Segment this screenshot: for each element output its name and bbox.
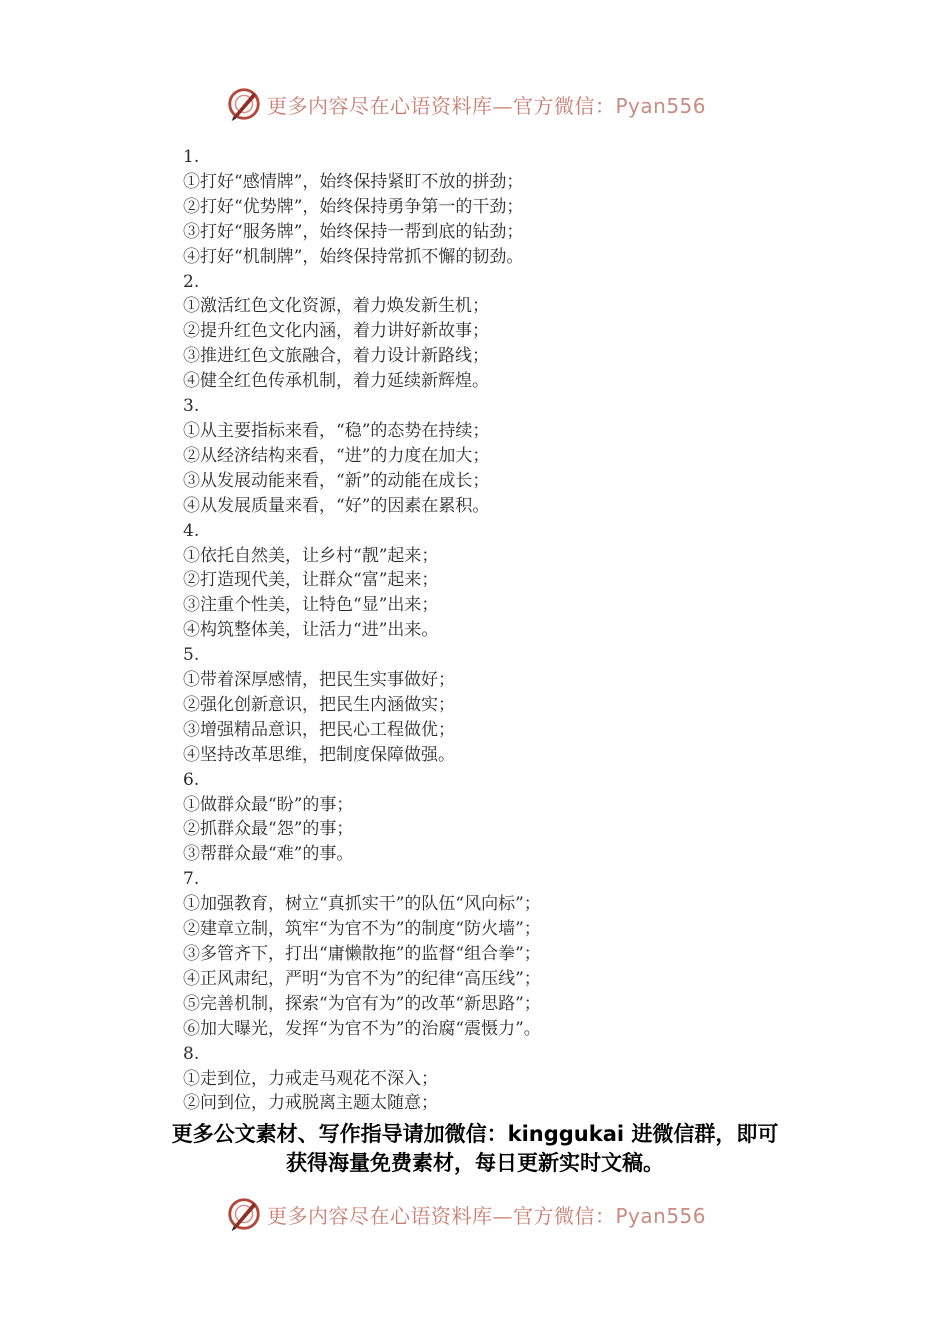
header-banner <box>225 84 706 124</box>
pen-logo-icon <box>225 85 263 123</box>
header-banner-text: 更多内容尽在心语资料库—官方微信： <box>267 93 616 118</box>
list-item: ②强化创新意识，把民生内涵做实； <box>183 694 455 715</box>
list-item: ③多管齐下，打出“庸懒散拖”的监督“组合拳”； <box>183 944 541 964</box>
list-item: ③从发展动能来看，“新”的动能在成长； <box>183 470 490 491</box>
list-item: ④从发展质量来看，“好”的因素在累积。 <box>183 495 490 516</box>
list-item: ①从主要指标来看，“稳”的态势在持续； <box>183 420 490 441</box>
list-item: ①打好“感情牌”，始终保持紧盯不放的拼劲； <box>183 171 524 192</box>
header-banner-label <box>267 90 706 119</box>
list-item: ⑥加大曝光，发挥“为官不为”的治腐“震慑力”。 <box>183 1018 541 1039</box>
list-item: ②建章立制，筑牢“为官不为”的制度“防火墙”； <box>183 919 541 940</box>
list-item: ③帮群众最“难”的事。 <box>183 844 354 865</box>
list-item: ②从经济结构来看，“进”的力度在加大； <box>183 445 490 466</box>
document-body <box>183 145 783 1116</box>
section-number: 1. <box>183 147 200 167</box>
footer-banner-wechat: Pyan556 <box>615 1203 707 1228</box>
list-item: ④健全红色传承机制，着力延续新辉煌。 <box>183 371 489 392</box>
footer-banner <box>225 1194 706 1234</box>
section-number: 4. <box>183 520 200 541</box>
section-number: 6. <box>183 769 200 790</box>
promo-line-1: 更多公文素材、写作指导请加微信：kinggukai 进微信群，即可 <box>171 1122 779 1146</box>
list-item: ④构筑整体美，让活力“进”出来。 <box>183 620 439 641</box>
section-number: 8. <box>183 1043 200 1064</box>
promo-notice <box>0 1120 950 1178</box>
list-item: ⑤完善机制，探索“为官有为”的改革“新思路”； <box>183 993 541 1014</box>
footer-banner-text: 更多内容尽在心语资料库—官方微信： <box>267 1203 616 1228</box>
section-number: 3. <box>183 396 200 417</box>
pen-logo-icon <box>225 1195 263 1233</box>
section-number: 5. <box>183 645 200 666</box>
list-item: ①激活红色文化资源，着力焕发新生机； <box>183 296 489 317</box>
list-item: ②问到位，力戒脱离主题太随意； <box>183 1093 438 1114</box>
list-item: ①加强教育，树立“真抓实干”的队伍“风向标”； <box>183 894 541 915</box>
list-item: ③打好“服务牌”，始终保持一帮到底的钻劲； <box>183 221 524 242</box>
list-item: ②打造现代美，让群众“富”起来； <box>183 570 439 591</box>
list-item: ①走到位，力戒走马观花不深入； <box>183 1068 438 1089</box>
list-item: ①做群众最“盼”的事； <box>183 794 354 815</box>
list-item: ④打好“机制牌”，始终保持常抓不懈的韧劲。 <box>183 246 524 267</box>
list-item: ①带着深厚感情，把民生实事做好； <box>183 670 455 691</box>
list-item: ②打好“优势牌”，始终保持勇争第一的干劲； <box>183 196 524 217</box>
section-number: 7. <box>183 869 200 890</box>
list-item: ③推进红色文旅融合，着力设计新路线； <box>183 346 489 367</box>
footer-banner-label <box>267 1200 706 1229</box>
promo-line-2: 获得海量免费素材，每日更新实时文稿。 <box>286 1151 664 1175</box>
list-item: ②提升红色文化内涵，着力讲好新故事； <box>183 321 489 342</box>
list-item: ②抓群众最“怨”的事； <box>183 819 354 840</box>
list-item: ③注重个性美，让特色“显”出来； <box>183 595 439 616</box>
section-number: 2. <box>183 271 200 292</box>
list-item: ①依托自然美，让乡村“靓”起来； <box>183 545 439 566</box>
list-item: ④坚持改革思维，把制度保障做强。 <box>183 744 455 765</box>
header-banner-wechat: Pyan556 <box>615 93 707 118</box>
list-item: ④正风肃纪，严明“为官不为”的纪律“高压线”； <box>183 968 541 989</box>
list-item: ③增强精品意识，把民心工程做优； <box>183 719 455 740</box>
